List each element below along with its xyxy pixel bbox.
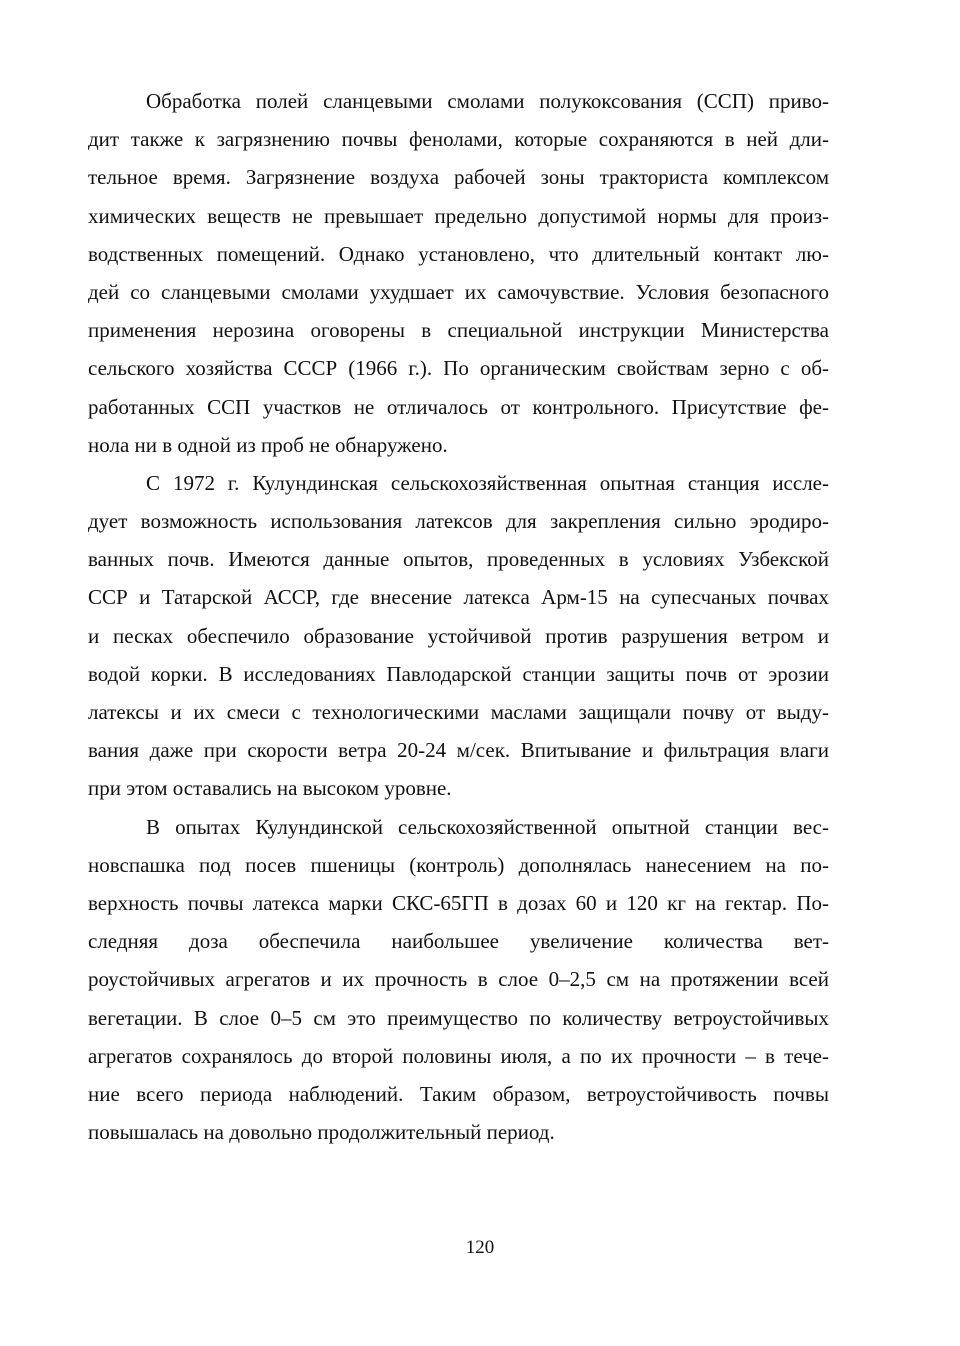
text-line: применения нерозина оговорены в специальной инструкции Министерства: [88, 318, 829, 343]
text-line: ние всего периода наблюдений. Таким образом, ветроустойчивость почвы: [88, 1081, 829, 1106]
text-line: вегетации. В слое 0–5 см это преимущество по количеству ветроустойчивых: [88, 1005, 829, 1030]
page-number: 120: [465, 1237, 495, 1258]
text-line: агрегатов сохранялось до второй половины июля, а по их прочности – в тече-: [88, 1043, 829, 1068]
text-line: С 1972 г. Кулундинская сельскохозяйственная опытная станция иссле-: [146, 470, 829, 495]
text-line: роустойчивых агрегатов и их прочность в слое 0–2,5 см на протяжении всей: [88, 967, 829, 992]
text-line: верхность почвы латекса марки СКС-65ГП в дозах 60 и 120 кг на гектар. По-: [88, 890, 829, 915]
text-line: следняя доза обеспечила наибольшее увеличение количества вет-: [88, 929, 829, 954]
text-line: дит также к загрязнению почвы фенолами, которые сохраняются в ней дли-: [88, 127, 829, 152]
text-line: химических веществ не превышает предельно допустимой нормы для произ-: [88, 203, 829, 228]
text-line: В опытах Кулундинской сельскохозяйственной опытной станции вес-: [146, 814, 829, 839]
text-line: тельное время. Загрязнение воздуха рабочей зоны тракториста комплексом: [88, 165, 829, 190]
text-line: дей со сланцевыми смолами ухудшает их самочувствие. Условия безопасного: [88, 279, 829, 304]
text-line: ванных почв. Имеются данные опытов, проведенных в условиях Узбекской: [88, 547, 829, 572]
text-line: водственных помещений. Однако установлено, что длительный контакт лю-: [88, 241, 829, 266]
text-line: нола ни в одной из проб не обнаружено.: [88, 432, 448, 457]
text-line: сельского хозяйства СССР (1966 г.). По органическим свойствам зерно с об-: [88, 356, 829, 381]
text-line: повышалась на довольно продолжительный период.: [88, 1120, 555, 1145]
text-line: водой корки. В исследованиях Павлодарской станции защиты почв от эрозии: [88, 661, 829, 686]
body-text: [88, 82, 829, 1151]
text-line: работанных ССП участков не отличалось от контрольного. Присутствие фе-: [88, 394, 829, 419]
text-line: ССР и Татарской АССР, где внесение латекса Арм-15 на супесчаных почвах: [88, 585, 829, 610]
text-line: новспашка под посев пшеницы (контроль) дополнялась нанесением на по-: [88, 852, 829, 877]
text-line: при этом оставались на высоком уровне.: [88, 776, 452, 801]
text-line: вания даже при скорости ветра 20-24 м/сек. Впитывание и фильтрация влаги: [88, 738, 829, 763]
text-line: Обработка полей сланцевыми смолами полукоксования (ССП) приво-: [146, 89, 829, 113]
text-line: дует возможность использования латексов для закрепления сильно эродиро-: [88, 509, 829, 534]
text-line: и песках обеспечило образование устойчивой против разрушения ветром и: [88, 623, 829, 648]
text-line: латексы и их смеси с технологическими маслами защищали почву от выду-: [88, 700, 829, 724]
